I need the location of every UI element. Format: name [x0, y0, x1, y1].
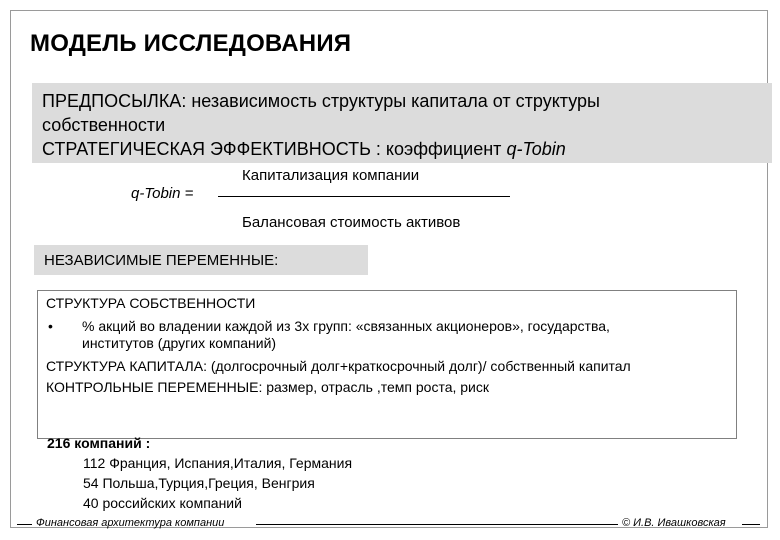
bullet-icon: • — [48, 318, 53, 334]
companies-heading: 216 компаний : — [47, 435, 151, 451]
footer-course-title: Финансовая архитектура компании — [36, 517, 225, 529]
ownership-structure-heading: СТРУКТУРА СОБСТВЕННОСТИ — [46, 295, 256, 311]
premise-line-3-text: СТРАТЕГИЧЕСКАЯ ЭФФЕКТИВНОСТЬ : коэффициент — [42, 139, 507, 159]
ownership-bullet-text — [76, 318, 610, 352]
variables-box — [37, 290, 737, 439]
premise-line-1: ПРЕДПОСЫЛКА: независимость структуры капитала от структуры — [42, 91, 600, 111]
formula-lhs: q-Tobin = — [131, 185, 194, 202]
companies-item: 40 российских компаний — [83, 495, 242, 511]
ownership-bullet-line-1: % акций во владении каждой из 3х групп: «связанных акционеров», государства, — [82, 318, 610, 334]
ownership-bullet-line-2: институтов (других компаний) — [82, 335, 277, 351]
premise-line-3 — [42, 137, 762, 161]
footer-divider-right — [742, 524, 760, 525]
independent-vars-label: НЕЗАВИСИМЫЕ ПЕРЕМЕННЫЕ: — [34, 245, 368, 275]
formula-denominator: Балансовая стоимость активов — [242, 214, 461, 231]
companies-item: 112 Франция, Испания,Италия, Германия — [83, 455, 353, 471]
premise-line-2: собственности — [42, 115, 166, 135]
footer-divider-left — [17, 524, 32, 525]
slide-title: МОДЕЛЬ ИССЛЕДОВАНИЯ — [30, 30, 352, 57]
formula-numerator: Капитализация компании — [242, 167, 420, 184]
footer-divider-middle — [256, 524, 618, 525]
companies-block — [47, 433, 352, 513]
companies-item: 54 Польша,Турция,Греция, Венгрия — [83, 475, 315, 491]
ownership-bullet — [46, 318, 728, 352]
fraction-bar — [218, 196, 510, 197]
control-variables-line: КОНТРОЛЬНЫЕ ПЕРЕМЕННЫЕ: размер, отрасль ,темп роста, риск — [46, 379, 490, 395]
premise-box — [32, 83, 772, 163]
q-tobin-term: q-Tobin — [506, 139, 566, 159]
capital-structure-line: СТРУКТУРА КАПИТАЛА: (долгосрочный долг+краткосрочный долг)/ собственный капитал — [46, 358, 631, 374]
footer-copyright: © И.В. Ивашковская — [622, 517, 726, 529]
